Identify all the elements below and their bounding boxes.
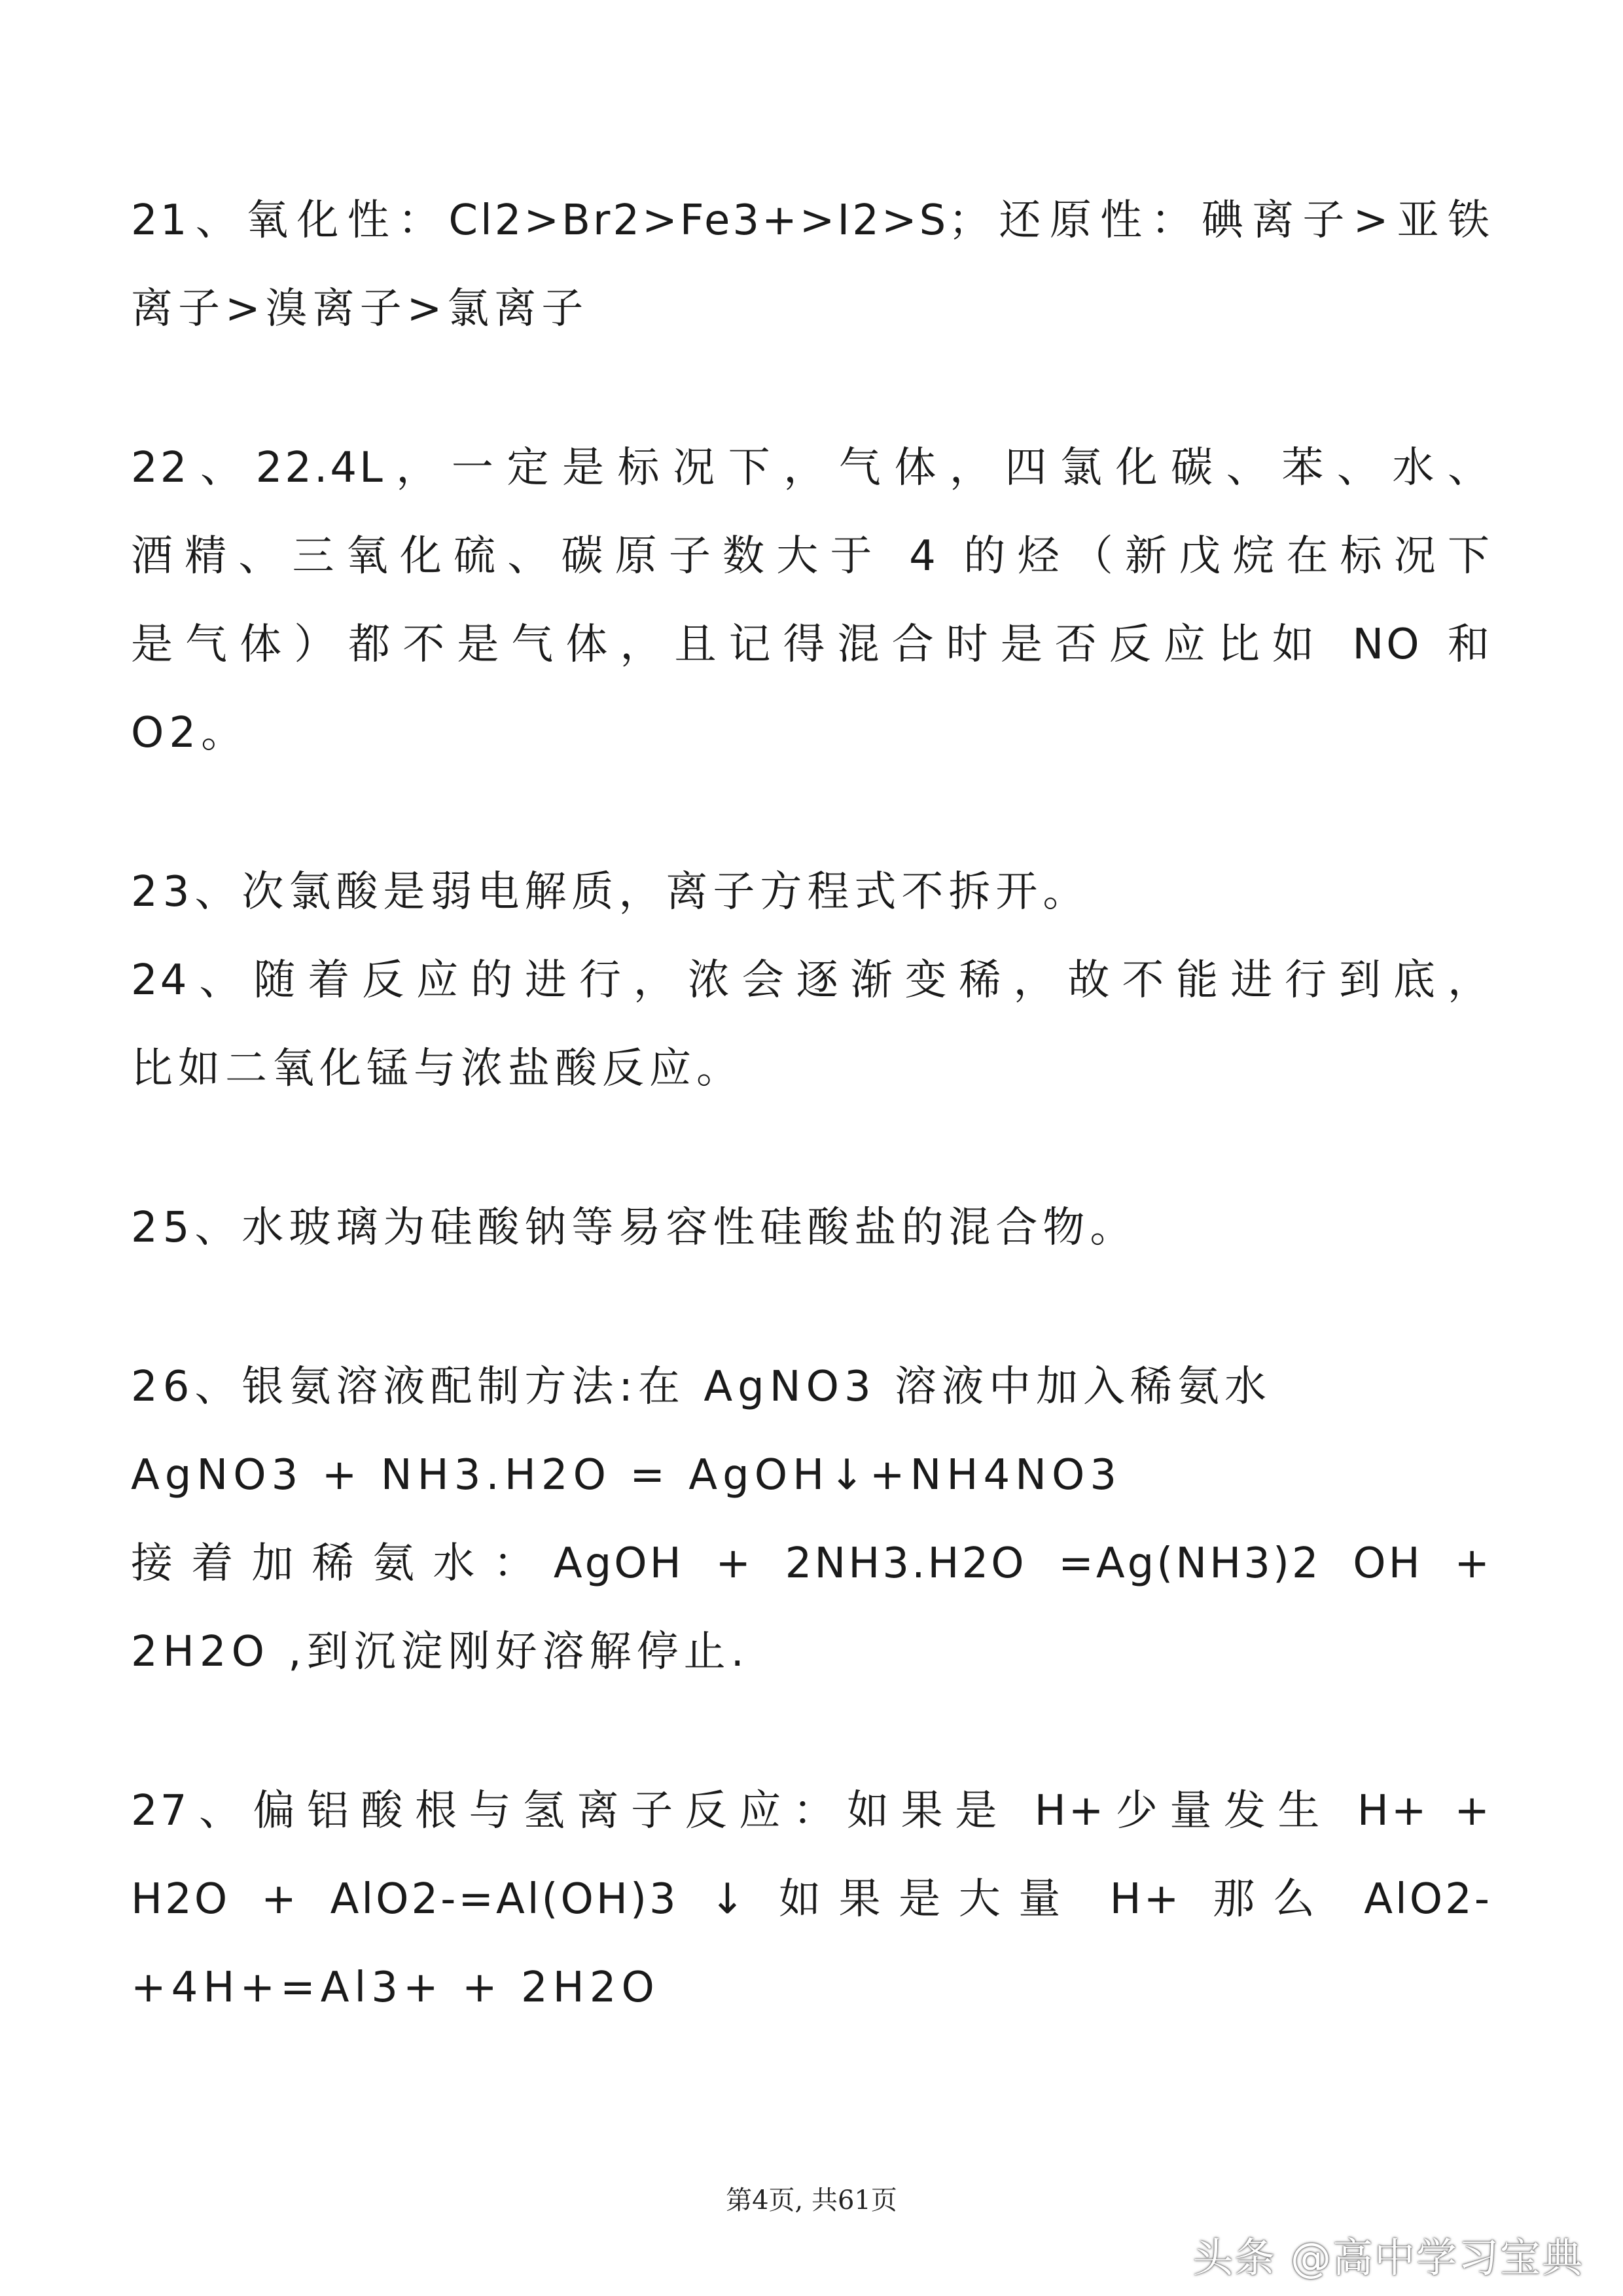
- text-line: 24、随着反应的进行，浓会逐渐变稀，故不能进行到底，: [131, 956, 1492, 1005]
- text-line: 26、银氨溶液配制方法:在 AgNO3 溶液中加入稀氨水: [131, 1363, 1272, 1411]
- text-line: AgNO3 + NH3.H2O = AgOH↓+NH4NO3: [131, 1451, 1122, 1499]
- text-line: 离子>溴离子>氯离子: [131, 285, 589, 333]
- text-line: H2O + AlO2-=Al(OH)3 ↓ 如果是大量 H+ 那么 AlO2-: [131, 1875, 1492, 1924]
- text-line: 25、水玻璃为硅酸钠等易容性硅酸盐的混合物。: [131, 1204, 1137, 1252]
- text-line: +4H+=Al3+ + 2H2O: [131, 1964, 660, 2012]
- document-body: [131, 177, 1492, 2032]
- text-line: 酒精、三氧化硫、碳原子数大于 4 的烃（新戊烷在标况下: [131, 532, 1492, 581]
- note-item-24: [131, 937, 1492, 1113]
- text-line: 2H2O ,到沉淀刚好溶解停止.: [131, 1628, 749, 1676]
- note-item-25: [131, 1184, 1492, 1272]
- note-item-22: [131, 424, 1492, 778]
- page-number: 第4页, 共61页: [726, 2185, 897, 2215]
- note-item-21: [131, 177, 1492, 353]
- text-line: 23、次氯酸是弱电解质，离子方程式不拆开。: [131, 868, 1090, 916]
- text-line: 21、氧化性：Cl2>Br2>Fe3+>I2>S；还原性：碘离子>亚铁: [131, 196, 1492, 245]
- text-line: 27、偏铝酸根与氢离子反应：如果是 H+少量发生 H+ +: [131, 1787, 1492, 1835]
- text-line: O2。: [131, 709, 249, 757]
- text-line: 22、22.4L，一定是标况下，气体，四氯化碳、苯、水、: [131, 444, 1492, 492]
- note-item-23: [131, 848, 1492, 937]
- note-item-27: [131, 1767, 1492, 2032]
- text-line: 比如二氧化锰与浓盐酸反应。: [131, 1045, 743, 1093]
- watermark-text: 头条 @高中学习宝典: [1192, 2234, 1584, 2282]
- text-line: 是气体）都不是气体，且记得混合时是否反应比如 NO 和: [131, 620, 1492, 669]
- text-line: 接着加稀氨水：AgOH + 2NH3.H2O =Ag(NH3)2 OH +: [131, 1539, 1492, 1588]
- note-item-26: [131, 1343, 1492, 1696]
